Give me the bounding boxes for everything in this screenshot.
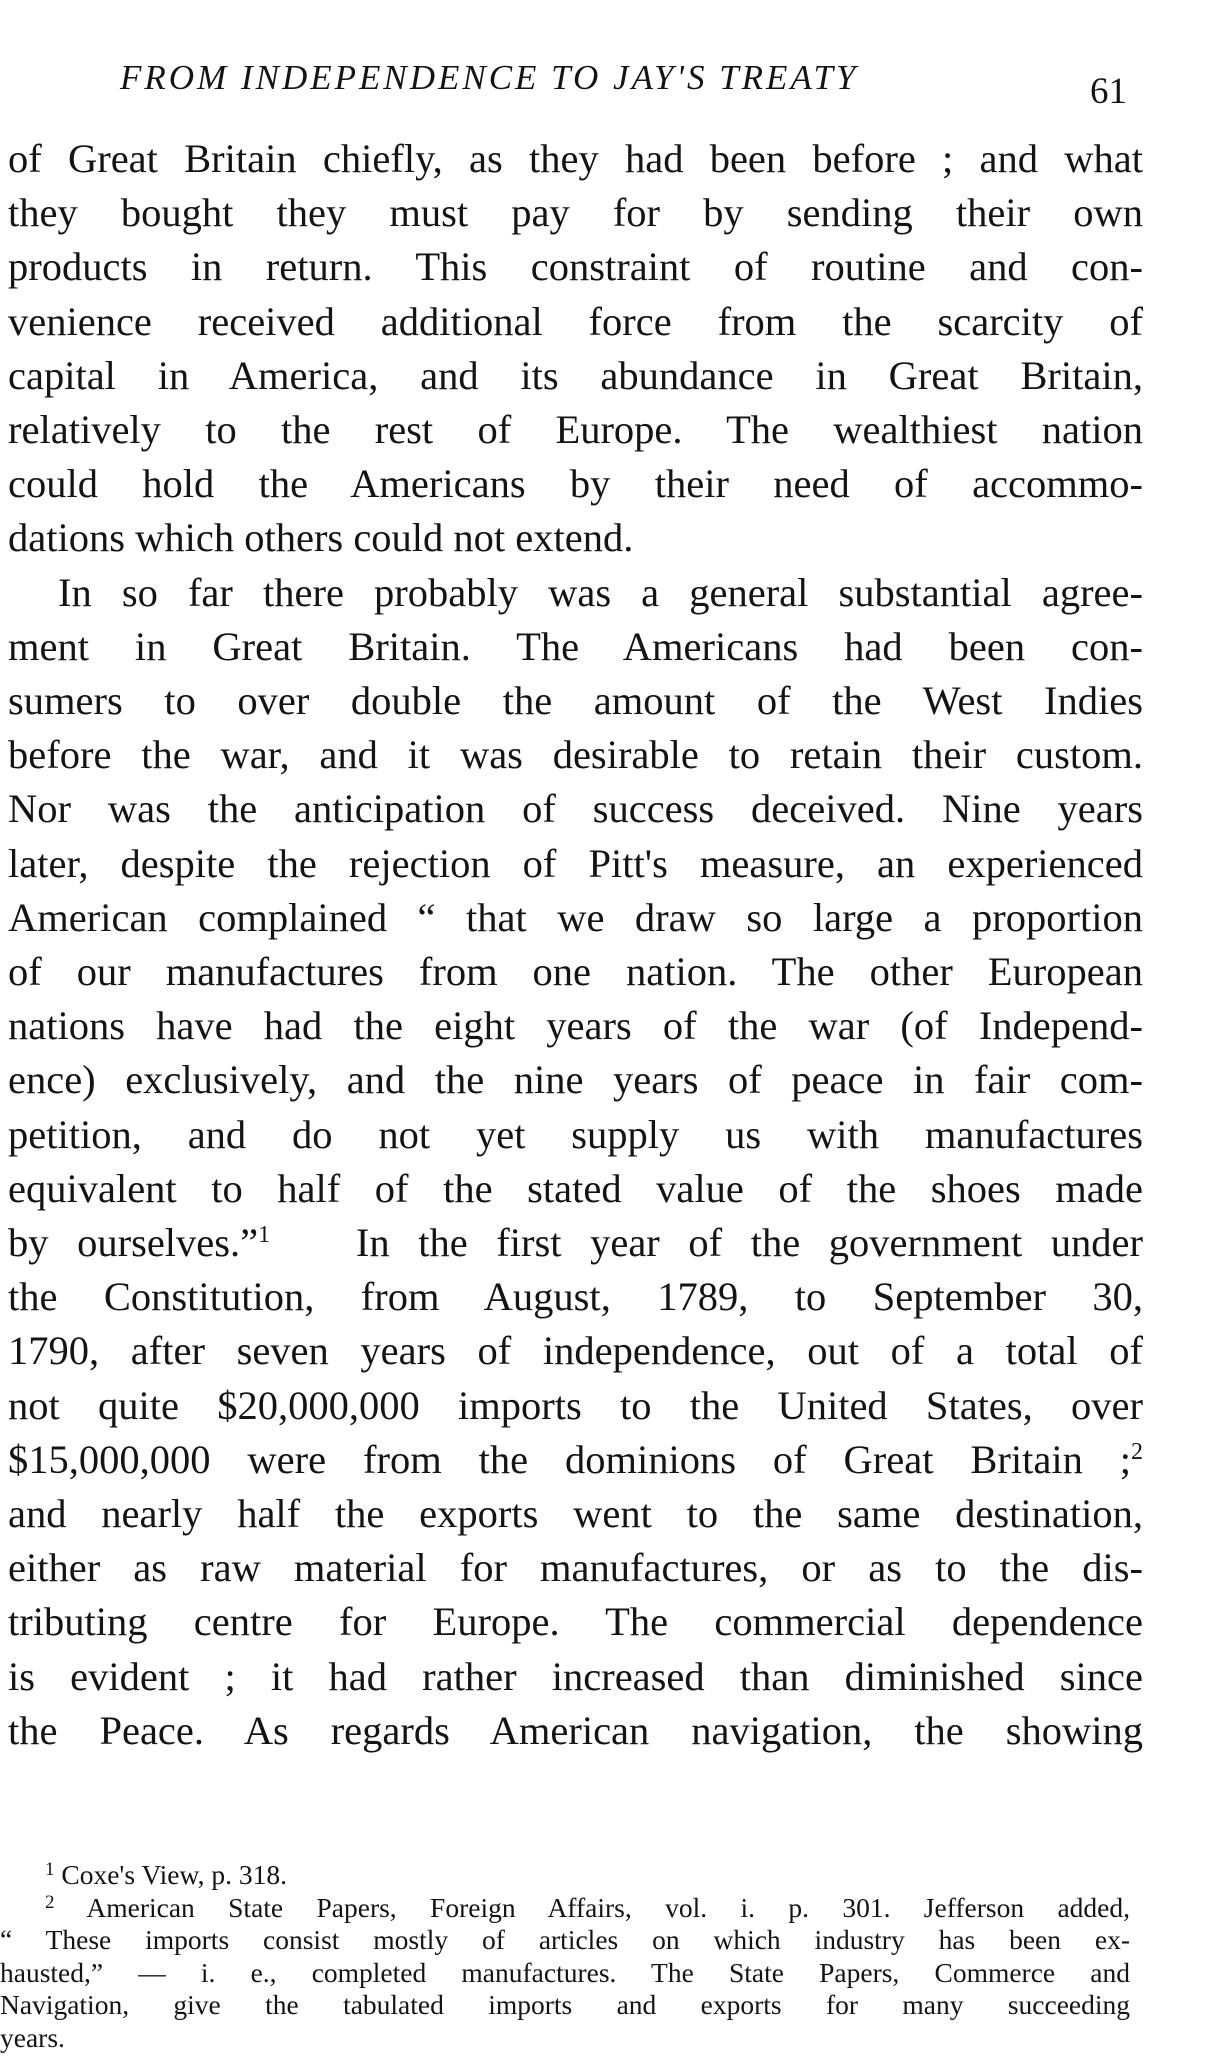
text-line: before the war, and it was desirable to retain their custom.: [8, 732, 1143, 778]
text-line: of Great Britain chiefly, as they had been before ; and what: [8, 136, 1143, 181]
text-line: ment in Great Britain. The Americans had been con-: [8, 623, 1143, 669]
text-line: capital in America, and its abundance in Great Britain,: [8, 352, 1143, 398]
text-segment: In the first year of the government under: [355, 1220, 1143, 1266]
footnote-mark: 1: [45, 1859, 55, 1880]
text-segment: by ourselves.”: [8, 1220, 259, 1266]
text-line: sumers to over double the amount of the West Indies: [8, 678, 1143, 724]
footnote-2: [0, 1892, 1130, 2055]
text-line: later, despite the rejection of Pitt's measure, an experienced: [8, 840, 1143, 886]
text-line: Nor was the anticipation of success deceived. Nine years: [8, 786, 1143, 832]
text-line: products in return. This constraint of routine and con-: [8, 244, 1143, 290]
text-line: equivalent to half of the stated value of the shoes made: [8, 1165, 1143, 1211]
footnote-line: hausted,” — i. e., completed manufactures. The State Papers, Commerce and: [0, 1956, 1130, 1988]
text-line: is evident ; it had rather increased than diminished since: [8, 1653, 1143, 1699]
text-line-with-footnote: [8, 1433, 1143, 1487]
footnote-line: “ These imports consist mostly of articles on which industry has been ex-: [0, 1924, 1130, 1955]
text-line: nations have had the eight years of the war (of Independ-: [8, 1003, 1143, 1049]
text-line: relatively to the rest of Europe. The wealthiest nation: [8, 407, 1143, 453]
text-line: 1790, after seven years of independence, out of a total of: [8, 1328, 1143, 1374]
running-head: FROM INDEPENDENCE TO JAY'S TREATY: [120, 58, 859, 97]
text-line: venience received additional force from the scarcity of: [8, 298, 1143, 344]
paragraph: [8, 132, 1143, 566]
text-line: they bought they must pay for by sending their own: [8, 190, 1143, 236]
text-line: the Peace. As regards American navigation, the showing: [8, 1707, 1143, 1753]
text-segment: $15,000,000 were from the dominions of Great Britain ;: [8, 1436, 1131, 1482]
paragraph: [8, 566, 1143, 1758]
footnote-ref-1: 1: [258, 1222, 271, 1249]
footnote-text: American State Papers, Foreign Affairs, vol. i. p. 301. Jefferson added,: [86, 1891, 1131, 1923]
footnote-line: [0, 1892, 1130, 1925]
text-line: ence) exclusively, and the nine years of peace in fair com-: [8, 1057, 1143, 1103]
text-line: could hold the Americans by their need of accommo-: [8, 461, 1143, 507]
text-line: either as raw material for manufactures, or as to the dis-: [8, 1545, 1143, 1591]
text-line: tributing centre for Europe. The commercial dependence: [8, 1599, 1143, 1645]
footnote-1: [0, 1859, 1130, 1892]
footnote-text: Coxe's View, p. 318.: [61, 1859, 287, 1890]
text-line-with-footnote: [8, 1216, 1143, 1270]
text-line: petition, and do not yet supply us with manufactures: [8, 1111, 1143, 1157]
text-line: and nearly half the exports went to the same destination,: [8, 1491, 1143, 1537]
body-text: [8, 132, 1143, 1758]
footnote-ref-2: 2: [1131, 1438, 1143, 1465]
footnotes: [0, 1859, 1130, 2054]
text-line: of our manufactures from one nation. The other European: [8, 949, 1143, 995]
text-line: the Constitution, from August, 1789, to September 30,: [8, 1274, 1143, 1320]
page-number: 61: [1090, 71, 1127, 112]
text-line: In so far there probably was a general substantial agree-: [58, 569, 1143, 615]
footnote-line: Navigation, give the tabulated imports and exports for many succeeding: [0, 1989, 1130, 2020]
footnote-mark: 2: [45, 1891, 55, 1913]
text-line: American complained “ that we draw so large a proportion: [8, 894, 1143, 940]
text-line: dations which others could not extend.: [8, 515, 634, 561]
footnote-line: years.: [0, 2021, 65, 2053]
text-line: not quite $20,000,000 imports to the United States, over: [8, 1382, 1143, 1428]
